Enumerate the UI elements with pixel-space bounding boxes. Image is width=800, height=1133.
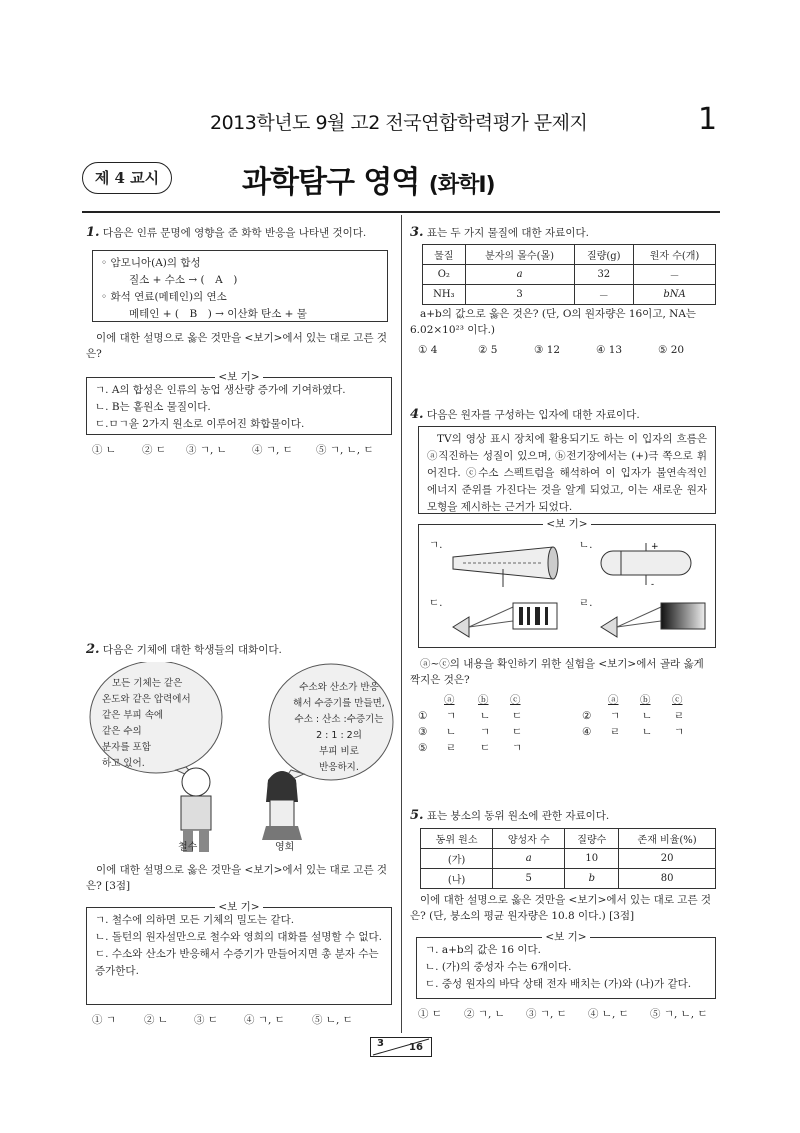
q3-choices — [418, 344, 718, 356]
q3-choice[interactable]: ① 4 — [418, 344, 438, 356]
deflection-tube-icon — [591, 539, 709, 589]
bubble-line: 하고 있어. — [102, 758, 145, 769]
q3-cell: － — [634, 265, 716, 285]
q3-table-header: 원자 수(개) — [634, 245, 716, 265]
q2-bogi-title: <보 기> — [215, 901, 262, 913]
q1-box-line: 메테인 + ( B ) → 이산화 탄소 + 물 — [129, 308, 307, 320]
q3-choice[interactable]: ④ 13 — [596, 344, 623, 356]
q4-match-header: ⓒ — [672, 694, 683, 706]
q1-number: 1. — [86, 225, 100, 240]
bubble-line: 수소 : 산소 :수증기는 — [294, 714, 384, 725]
q1-bogi-title: <보 기> — [215, 371, 262, 383]
q2-choice[interactable]: ⑤ ㄴ, ㄷ — [312, 1014, 353, 1026]
q5-table-header: 양성자 수 — [493, 829, 565, 849]
q1-box-line: 질소 + 수소 → ( A ) — [129, 274, 238, 286]
spectrum-lines-icon — [443, 597, 563, 643]
period-badge: 제 4 교시 — [82, 162, 172, 194]
bubble-line: 온도와 같은 압력에서 — [102, 694, 191, 705]
q3-choice[interactable]: ② 5 — [478, 344, 498, 356]
q1-bogi-item: ㄱ. A의 합성은 인류의 농업 생산량 증가에 기여하였다. — [95, 384, 346, 396]
q3-cell: a — [465, 265, 574, 285]
q1-choice[interactable]: ⑤ ㄱ, ㄴ, ㄷ — [316, 444, 374, 456]
q4-bogi-title: <보 기> — [543, 518, 590, 530]
student-name-left: 철수 — [178, 842, 198, 853]
page-number: 1 — [698, 102, 718, 137]
q4-number: 4. — [410, 407, 424, 422]
bubble-line: 분자를 포함 — [102, 742, 151, 753]
bubble-line: 반응하지. — [319, 762, 359, 773]
q3-choice[interactable]: ⑤ 20 — [658, 344, 685, 356]
column-divider — [401, 215, 402, 1033]
q2-choice[interactable]: ① ㄱ — [92, 1014, 116, 1026]
q2-bubble-left — [102, 676, 222, 772]
q5-cell: a — [493, 849, 565, 869]
q5-choice[interactable]: ② ㄱ, ㄴ — [464, 1008, 505, 1020]
q3-cell: O₂ — [423, 265, 466, 285]
subject-title — [242, 157, 495, 201]
q1-box — [92, 250, 388, 322]
q4-match-header: ⓐ — [608, 694, 619, 706]
q5-choice[interactable]: ① ㄷ — [418, 1008, 442, 1020]
q1-stem-text: 다음은 인류 문명에 영향을 준 화학 반응을 나타낸 것이다. — [102, 227, 367, 239]
q5-question: 이에 대한 설명으로 옳은 것만을 <보기>에서 있는 대로 고른 것은? (단, 붕소의 평균 원자량은 10.8 이다.) [3점] — [410, 894, 712, 922]
q4-bogi — [418, 518, 716, 648]
q5-table — [420, 828, 716, 889]
q2-choice[interactable]: ② ㄴ — [144, 1014, 168, 1026]
q5-cell: 5 — [493, 869, 565, 889]
bubble-line: 같은 수의 — [102, 726, 142, 737]
q1-choice[interactable]: ② ㄷ — [142, 444, 166, 456]
q2-bubble-right — [284, 680, 394, 776]
q3-table — [422, 244, 716, 305]
q1-box-line: ◦ 암모니아(A)의 합성 — [101, 257, 201, 269]
header-divider — [82, 211, 720, 213]
q5-bogi-item: ㄴ. (가)의 중성자 수는 6개이다. — [425, 961, 572, 973]
q4-label: ㄹ. — [579, 597, 593, 609]
q5-cell: b — [565, 869, 619, 889]
q1-bogi-item: ㄴ. B는 홑원소 물질이다. — [95, 401, 211, 413]
q1-stem — [86, 225, 392, 241]
q1-question: 이에 대한 설명으로 옳은 것만을 <보기>에서 있는 대로 고른 것은? — [86, 332, 388, 360]
q3-cell: 32 — [574, 265, 633, 285]
q4-stem-text: 다음은 원자를 구성하는 입자에 대한 자료이다. — [426, 409, 640, 421]
q4-match-row[interactable]: ③ ㄴ ㄱ ㄷ ④ ㄹ ㄴ ㄱ — [418, 726, 685, 738]
q5-cell: 80 — [619, 869, 716, 889]
q5-table-header: 질량수 — [565, 829, 619, 849]
q1-choice[interactable]: ③ ㄱ, ㄴ — [186, 444, 227, 456]
q5-number: 5. — [410, 808, 424, 823]
q3-cell: bNA — [634, 285, 716, 305]
q4-match-header: ⓒ — [510, 694, 521, 706]
table-row — [423, 265, 716, 285]
q5-bogi — [416, 931, 716, 999]
q3-choice[interactable]: ③ 12 — [534, 344, 561, 356]
q1-bogi — [86, 371, 392, 435]
q2-stem-text: 다음은 기체에 대한 학생들의 대화이다. — [102, 644, 282, 656]
q2-bogi-item: ㄱ. 철수에 의하면 모든 기체의 밀도는 같다. — [95, 914, 295, 926]
q3-table-header: 분자의 몰수(몰) — [465, 245, 574, 265]
q5-stem-text: 표는 붕소의 동위 원소에 관한 자료이다. — [426, 810, 610, 822]
q4-label: ㄷ. — [429, 597, 443, 609]
q2-bogi-item: ㄴ. 돌턴의 원자설만으로 철수와 영희의 대화를 설명할 수 없다. — [95, 931, 382, 943]
q3-table-header: 물질 — [423, 245, 466, 265]
bubble-line: 2 : 1 : 2의 — [316, 730, 362, 741]
q4-label: ㄴ. — [579, 539, 593, 551]
exam-title: 2013학년도 9월 고2 전국연합학력평가 문제지 — [210, 112, 588, 134]
cathode-ray-tube-icon — [443, 539, 563, 589]
q5-choice[interactable]: ③ ㄱ, ㄷ — [526, 1008, 567, 1020]
q5-cell: 10 — [565, 849, 619, 869]
q4-label: ㄱ. — [429, 539, 443, 551]
q5-choice[interactable]: ⑤ ㄱ, ㄴ, ㄷ — [650, 1008, 708, 1020]
q3-table-header: 질량(g) — [574, 245, 633, 265]
bubble-line: 모든 기체는 같은 — [112, 678, 183, 689]
q5-bogi-item: ㄱ. a+b의 값은 16 이다. — [425, 944, 542, 956]
q2-question: 이에 대한 설명으로 옳은 것만을 <보기>에서 있는 대로 고른 것은? [3점] — [86, 864, 388, 892]
q4-stem — [410, 407, 716, 423]
subject-main: 과학탐구 영역 — [242, 165, 420, 200]
q5-cell: (가) — [421, 849, 493, 869]
q4-match-header: ⓑ — [640, 694, 651, 706]
bubble-line: 같은 부피 속에 — [102, 710, 164, 721]
table-row — [423, 285, 716, 305]
q2-choices — [92, 1012, 392, 1027]
table-row — [421, 869, 716, 889]
total-pages: 16 — [409, 1042, 423, 1053]
subject-sub: (화학Ⅰ) — [428, 173, 495, 198]
q4-match-header: ⓑ — [478, 694, 489, 706]
q1-choice[interactable]: ① ㄴ — [92, 444, 116, 456]
q1-bogi-item: ㄷ.ㅁㄱ윤 2가지 원소로 이루어진 화합물이다. — [95, 418, 305, 430]
q1-choices — [92, 442, 392, 457]
student-name-right: 영희 — [275, 842, 295, 853]
q1-box-line: ◦ 화석 연료(메테인)의 연소 — [101, 291, 227, 303]
q4-match-header: ⓐ — [444, 694, 455, 706]
q5-choice[interactable]: ④ ㄴ, ㄷ — [588, 1008, 629, 1020]
q2-bogi-item: ㄷ. 수소와 산소가 반응해서 수증기가 만들어지면 총 분자 수는 증가한다. — [95, 948, 379, 977]
q3-cell: 3 — [465, 285, 574, 305]
q5-bogi-title: <보 기> — [542, 931, 589, 943]
q5-stem — [410, 808, 716, 824]
q3-cell: NH₃ — [423, 285, 466, 305]
q2-bogi — [86, 901, 392, 1005]
q5-table-header: 동위 원소 — [421, 829, 493, 849]
table-row — [421, 849, 716, 869]
page-indicator — [370, 1037, 432, 1057]
bubble-line: 부피 비로 — [319, 746, 359, 757]
q4-match-row[interactable]: ① ㄱ ㄴ ㄷ ② ㄱ ㄴ ㄹ — [418, 710, 685, 722]
q1-choice[interactable]: ④ ㄱ, ㄷ — [252, 444, 293, 456]
q3-question: a+b의 값으로 옳은 것은? (단, O의 원자량은 16이고, NA는 6.02×10²³ 이다.) — [410, 308, 697, 336]
svg-text:-: - — [651, 580, 655, 589]
q5-table-header: 존재 비율(%) — [619, 829, 716, 849]
q3-number: 3. — [410, 225, 424, 240]
q3-cell: － — [574, 285, 633, 305]
bubble-line: 수소와 산소가 반응 — [299, 682, 379, 693]
q5-bogi-item: ㄷ. 중성 원자의 바닥 상태 전자 배치는 (가)와 (나)가 같다. — [425, 978, 692, 990]
q2-number: 2. — [86, 642, 100, 657]
svg-text:+: + — [651, 542, 659, 552]
q2-stem — [86, 642, 392, 658]
bubble-line: 해서 수증기를 만들면, — [293, 698, 385, 709]
q4-match-table — [418, 692, 718, 756]
current-page: 3 — [377, 1038, 384, 1049]
q2-choice[interactable]: ③ ㄷ — [194, 1014, 218, 1026]
q3-stem — [410, 225, 716, 241]
q2-choice[interactable]: ④ ㄱ, ㄷ — [244, 1014, 285, 1026]
continuous-spectrum-icon — [591, 597, 709, 643]
q5-cell: 20 — [619, 849, 716, 869]
q3-stem-text: 표는 두 가지 물질에 대한 자료이다. — [426, 227, 589, 239]
q5-choices — [418, 1006, 718, 1021]
q5-cell: (나) — [421, 869, 493, 889]
q4-match-row[interactable]: ⑤ ㄹ ㄷ ㄱ — [418, 742, 523, 754]
q4-box: TV의 영상 표시 장치에 활용되기도 하는 이 입자의 흐름은 ⓐ직진하는 성질이 있으며, ⓑ전기장에서는 (+)극 쪽으로 휘어진다. ⓒ수소 스펙트럼을 해석하여 이 입자가 불연속적인 에너지 준위를 가진다는 것을 알게 되었고, 이는 새로운 원자 모형을 제시하는 근거가 되었다. — [418, 426, 716, 514]
q4-question: ⓐ~ⓒ의 내용을 확인하기 위한 실험을 <보기>에서 골라 옳게 짝지은 것은? — [410, 658, 704, 686]
